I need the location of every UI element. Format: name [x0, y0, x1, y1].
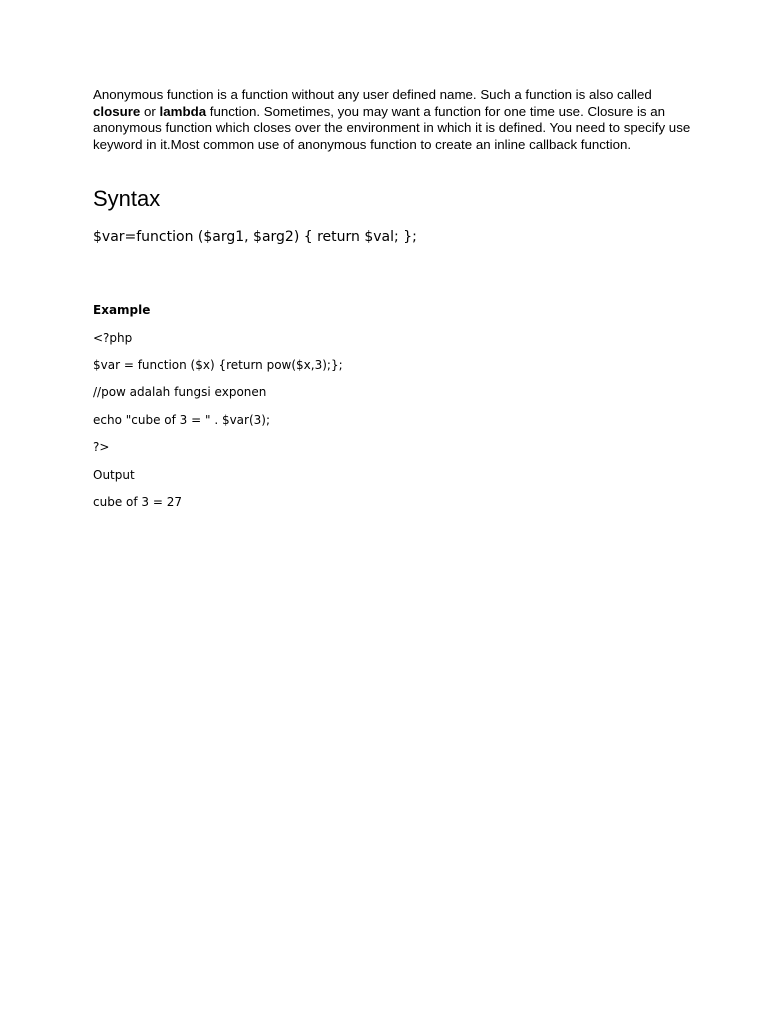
- intro-text-2: or: [140, 103, 160, 119]
- code-line-php-close: ?>: [93, 440, 110, 454]
- intro-text-1: Anonymous function is a function without any user defined name. Such a function is also called: [93, 87, 652, 102]
- output-value: cube of 3 = 27: [93, 495, 182, 509]
- syntax-heading: Syntax: [93, 186, 161, 211]
- intro-text-3: function. Sometimes, you may want a function for one time use. Closure is an anonymous function which closes over the environment in which it is defined. You need to specify use keyword in it.Most common use of anonymous function to create an inline callback function.: [93, 103, 691, 152]
- syntax-code: $var=function ($arg1, $arg2) { return $val; };: [93, 229, 417, 245]
- output-label: Output: [93, 468, 135, 482]
- code-line-php-open: <?php: [93, 331, 133, 345]
- closure-term: closure: [93, 103, 141, 119]
- code-line-comment: //pow adalah fungsi exponen: [93, 385, 267, 399]
- example-label: Example: [93, 303, 151, 317]
- code-line-var-function: $var = function ($x) {return pow($x,3);};: [93, 358, 343, 372]
- intro-paragraph: [93, 87, 693, 153]
- lambda-term: lambda: [159, 103, 207, 119]
- code-line-echo: echo "cube of 3 = " . $var(3);: [93, 413, 271, 427]
